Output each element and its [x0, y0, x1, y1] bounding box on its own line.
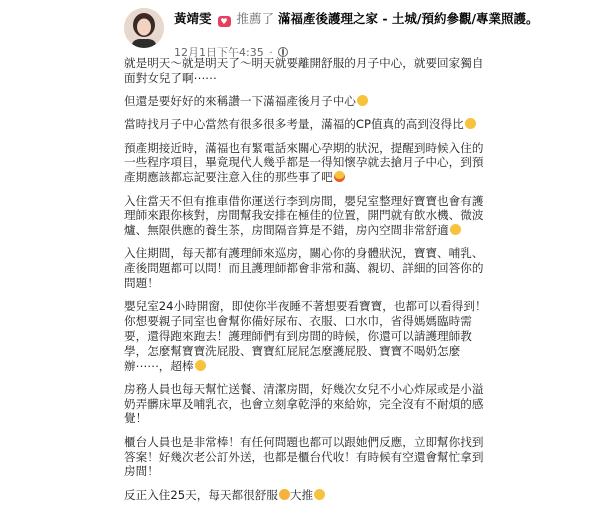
avatar[interactable] [124, 8, 164, 48]
paragraph-text: 嬰兒室24小時開窗，即使你半夜睡不著想要看寶寶，也都可以看得到！你想要親子同室也會幫你備好尿布、衣服、口水巾，省得媽媽臨時需要，還得跑來跑去！護理師們有到房間的時候，你還可以請護理師教學，怎麼幫寶寶洗屁股、寶寶紅屁屁怎麼護屁股、寶寶不喝奶怎麼辦⋯⋯，超棒 [124, 299, 487, 373]
paragraph-text: 當時找月子中心當然有很多很多考量，滿福的CP值真的高到沒得比 [124, 117, 464, 132]
author-line [174, 10, 544, 27]
thumbs-up-emoji-icon [450, 224, 461, 235]
paragraph-text: 入住當天不但有推車借你運送行李到房間，嬰兒室整理好寶寶也會有護理師來跟你核對，房間幫我安排在極佳的位置，開門就有飲水機、微波爐、無限供應的養生茶，房間隔音算是不錯，房內空間非常舒適 [124, 193, 484, 238]
post-timestamp[interactable]: 12月1日下午4:35 [174, 46, 264, 59]
paragraph-text: 櫃台人員也是非常棒！有任何問題也都可以跟她們反應，立即幫你找到答案！好幾次老公訂外送，也都是櫃台代收！有時候有空還會幫忙拿到房間！ [124, 434, 484, 479]
post-paragraph [124, 56, 490, 86]
post-paragraph [124, 117, 490, 132]
paragraph-text: 反正入住25天，每天都很舒服 [124, 487, 278, 502]
profile-photo [124, 8, 164, 48]
post-paragraph [124, 246, 490, 290]
laughing-emoji-icon [334, 171, 345, 182]
post-paragraph [124, 435, 490, 479]
paragraph-text: 但還是要好好的來稱讚一下滿福產後月子中心 [124, 94, 356, 109]
post-header [124, 6, 544, 59]
author-name[interactable]: 黃靖雯 [174, 11, 212, 26]
post-paragraph [124, 141, 490, 185]
thumbs-up-emoji-icon [195, 360, 206, 371]
meta-separator: · [269, 46, 273, 59]
paragraph-tail-text: 大推 [289, 487, 314, 502]
paragraph-text: 就是明天～就是明天了～明天就要離開舒服的月子中心，就要回家獨自面對女兒了啊⋯⋯ [124, 56, 484, 85]
sleeping-emoji-icon [279, 489, 290, 500]
thumbs-up-emoji-icon [465, 118, 476, 129]
thumbs-up-emoji-icon [357, 95, 368, 106]
post-paragraph [124, 382, 490, 426]
post-paragraph [124, 488, 490, 503]
paragraph-text: 入住期間，每天都有護理師來巡房，關心你的身體狀況，寶寶、哺乳、產後問題都可以問！而且護理師都會非常和藹、親切、詳細的回答你的問題！ [124, 246, 484, 291]
recommend-verb: 推薦了 [236, 11, 274, 26]
paragraph-text: 房務人員也每天幫忙送餐、清潔房間，好幾次女兒不小心炸尿或是小溢奶弄髒床單及哺乳衣，也會立刻拿乾淨的來給妳，完全沒有不耐煩的感覺！ [124, 381, 484, 426]
post-paragraph [124, 194, 490, 238]
page-name-link[interactable]: 滿福產後護理之家 - 土城/預約參觀/專業照護。 [277, 11, 539, 26]
post-paragraph [124, 299, 490, 373]
post-paragraph [124, 94, 490, 109]
paragraph-text: 預產期接近時，滿福也有緊電話來關心孕期的狀況，提醒到時候入住的一些程序項目，畢竟現代人幾乎都是一得知懷孕就去搶月子中心，到預產期應該都忘記要注意入住的那些事了吧 [124, 140, 484, 185]
thumbs-up-emoji-icon [314, 489, 325, 500]
heart-badge-icon: ♥ [218, 16, 231, 27]
post-body [124, 56, 490, 511]
